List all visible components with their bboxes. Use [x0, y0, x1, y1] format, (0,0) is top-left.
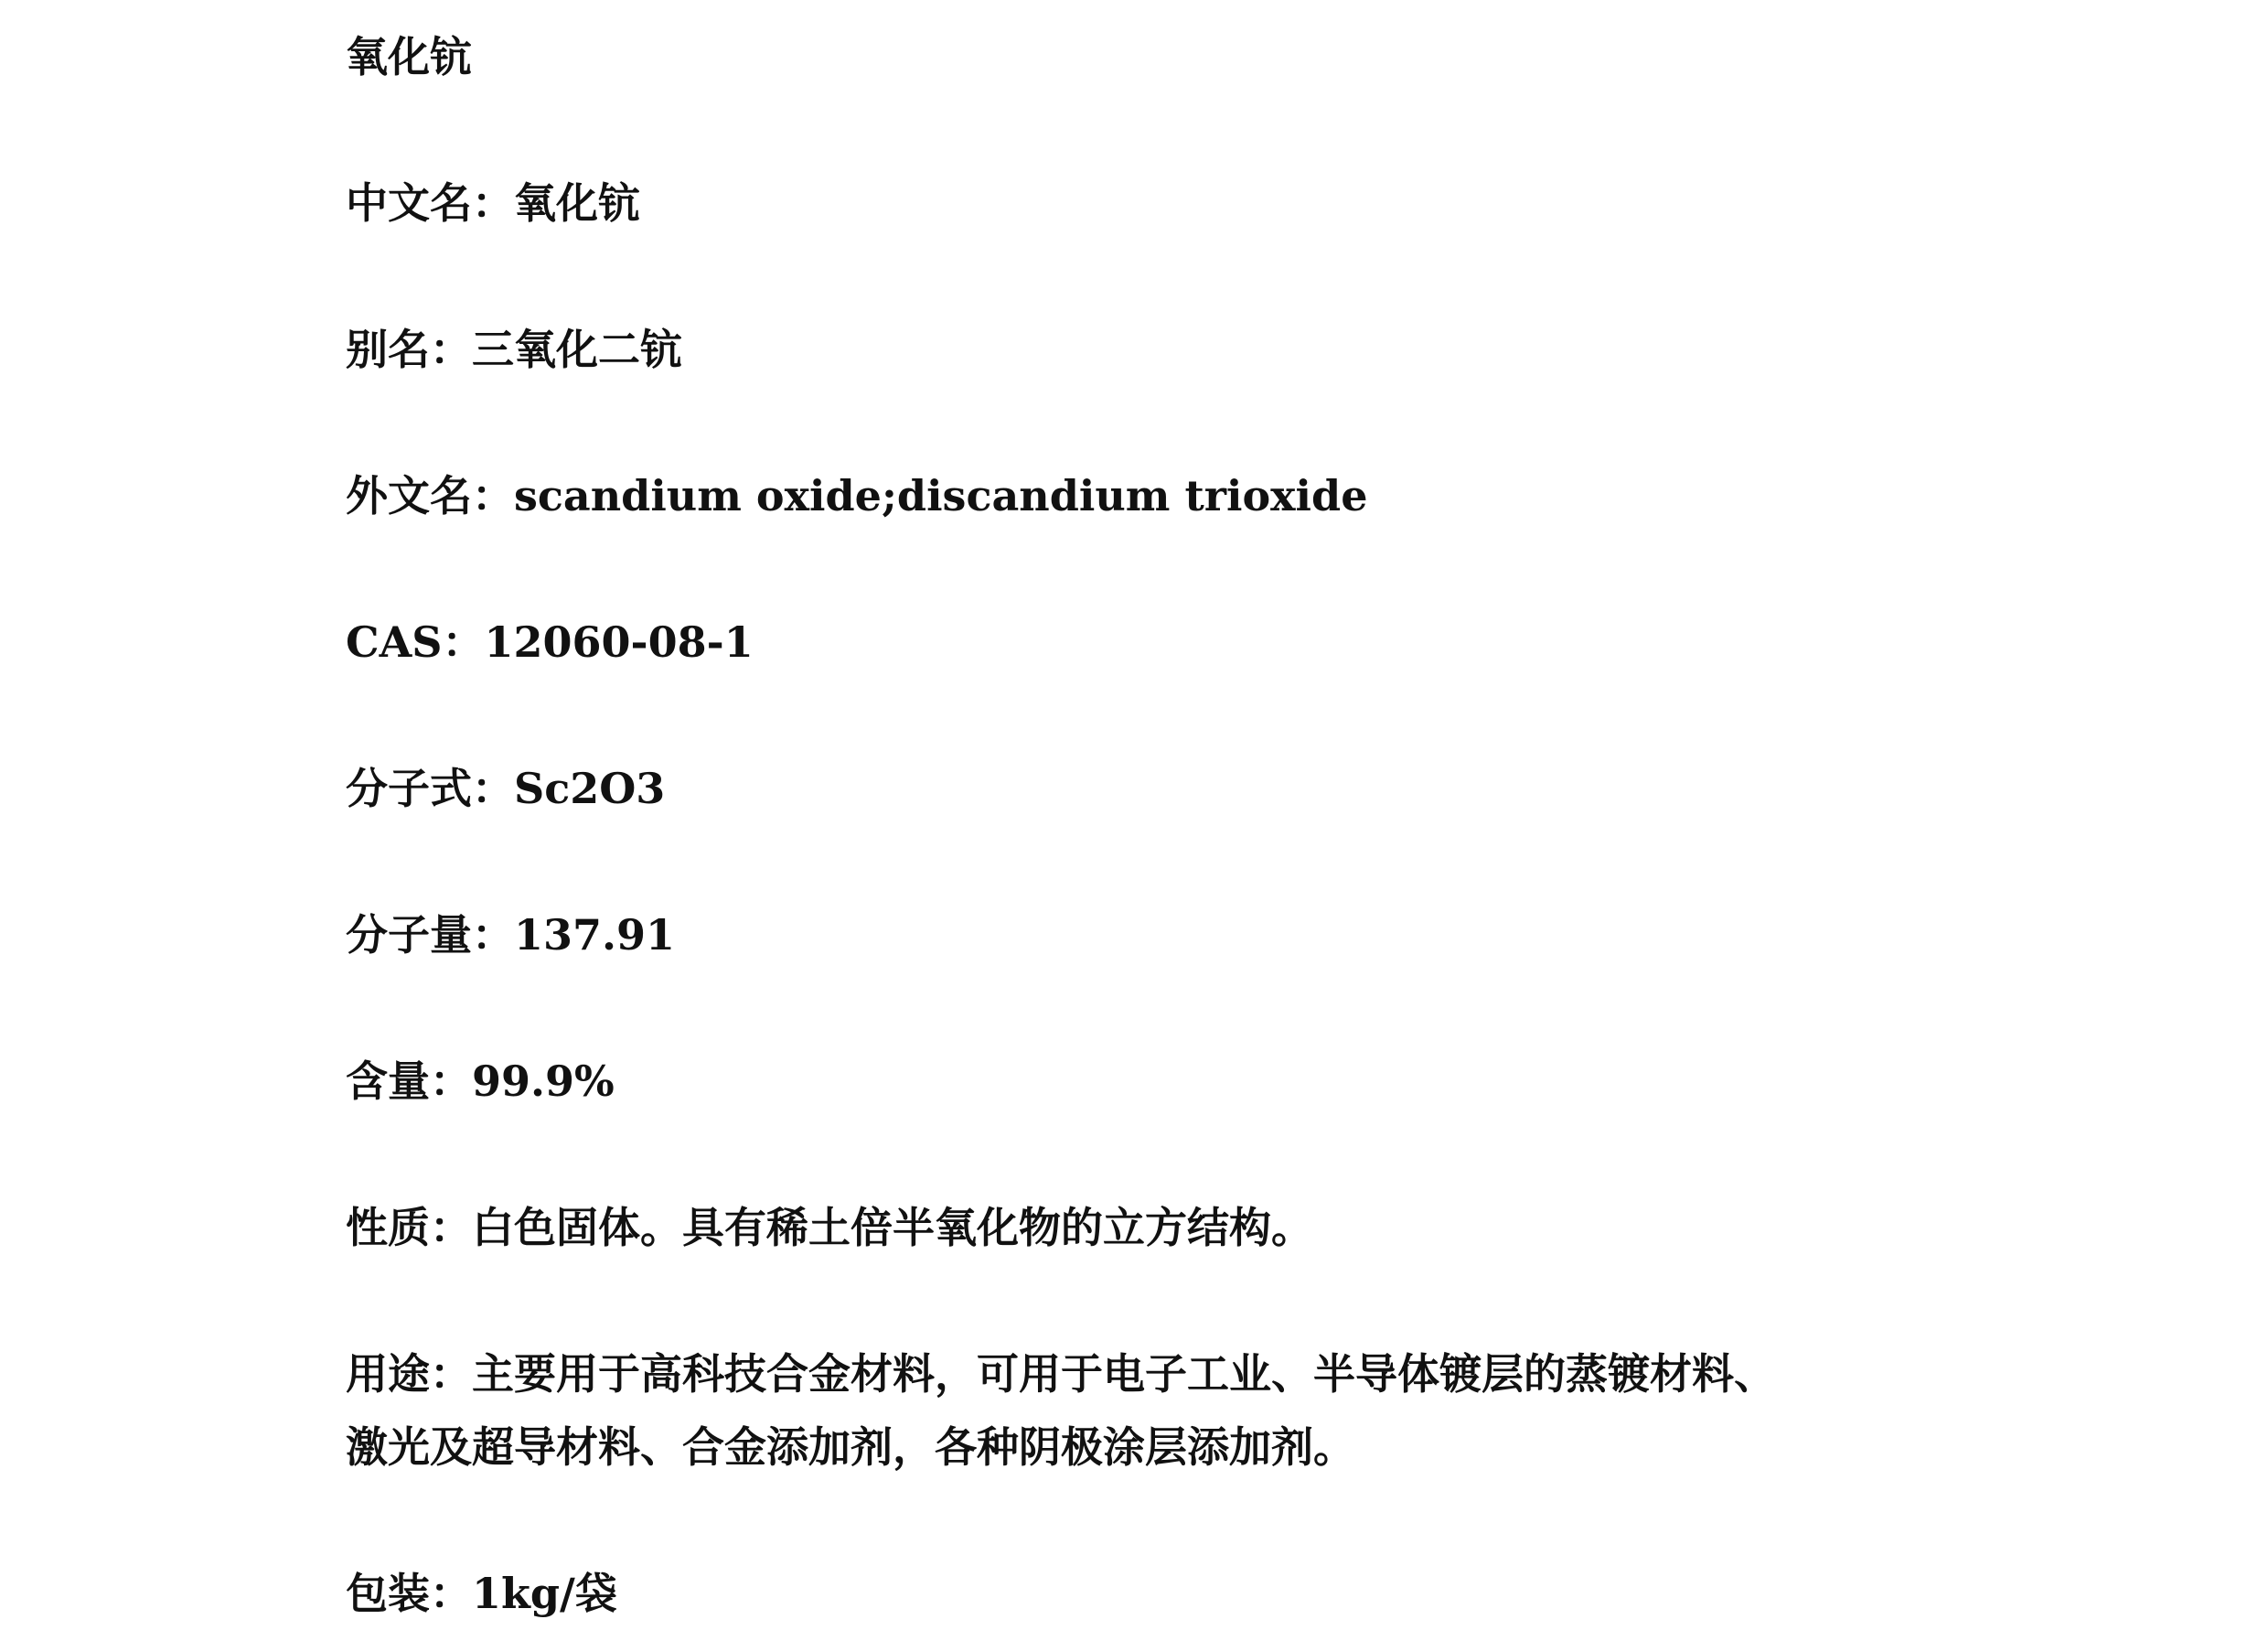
properties-field: 性质：白色固体。具有稀土倍半氧化物的立方结构。	[346, 1203, 1313, 1252]
uses-field	[346, 1337, 1955, 1484]
packaging-field: 包装：1kg/袋	[346, 1569, 617, 1618]
content-field: 含量：99.9%	[346, 1056, 615, 1106]
uses-line-2: 激光及超导材料、合金添加剂，各种阴极涂层添加剂。	[346, 1422, 1355, 1472]
cas-field: CAS：12060-08-1	[346, 617, 754, 667]
formula-field: 分子式：Sc2O3	[346, 764, 666, 813]
uses-line-1: 用途：主要用于高科技合金材料，可用于电子工业、半导体镀层的蒸镀材料、	[346, 1349, 1776, 1399]
alias-field: 别名：三氧化二钪	[346, 325, 682, 374]
foreign-name-field: 外文名：scandium oxide;discandium trioxide	[346, 471, 1368, 520]
chinese-name-field: 中文名：氧化钪	[346, 178, 640, 228]
molecular-weight-field: 分子量：137.91	[346, 910, 676, 960]
document-title: 氧化钪	[346, 32, 472, 81]
